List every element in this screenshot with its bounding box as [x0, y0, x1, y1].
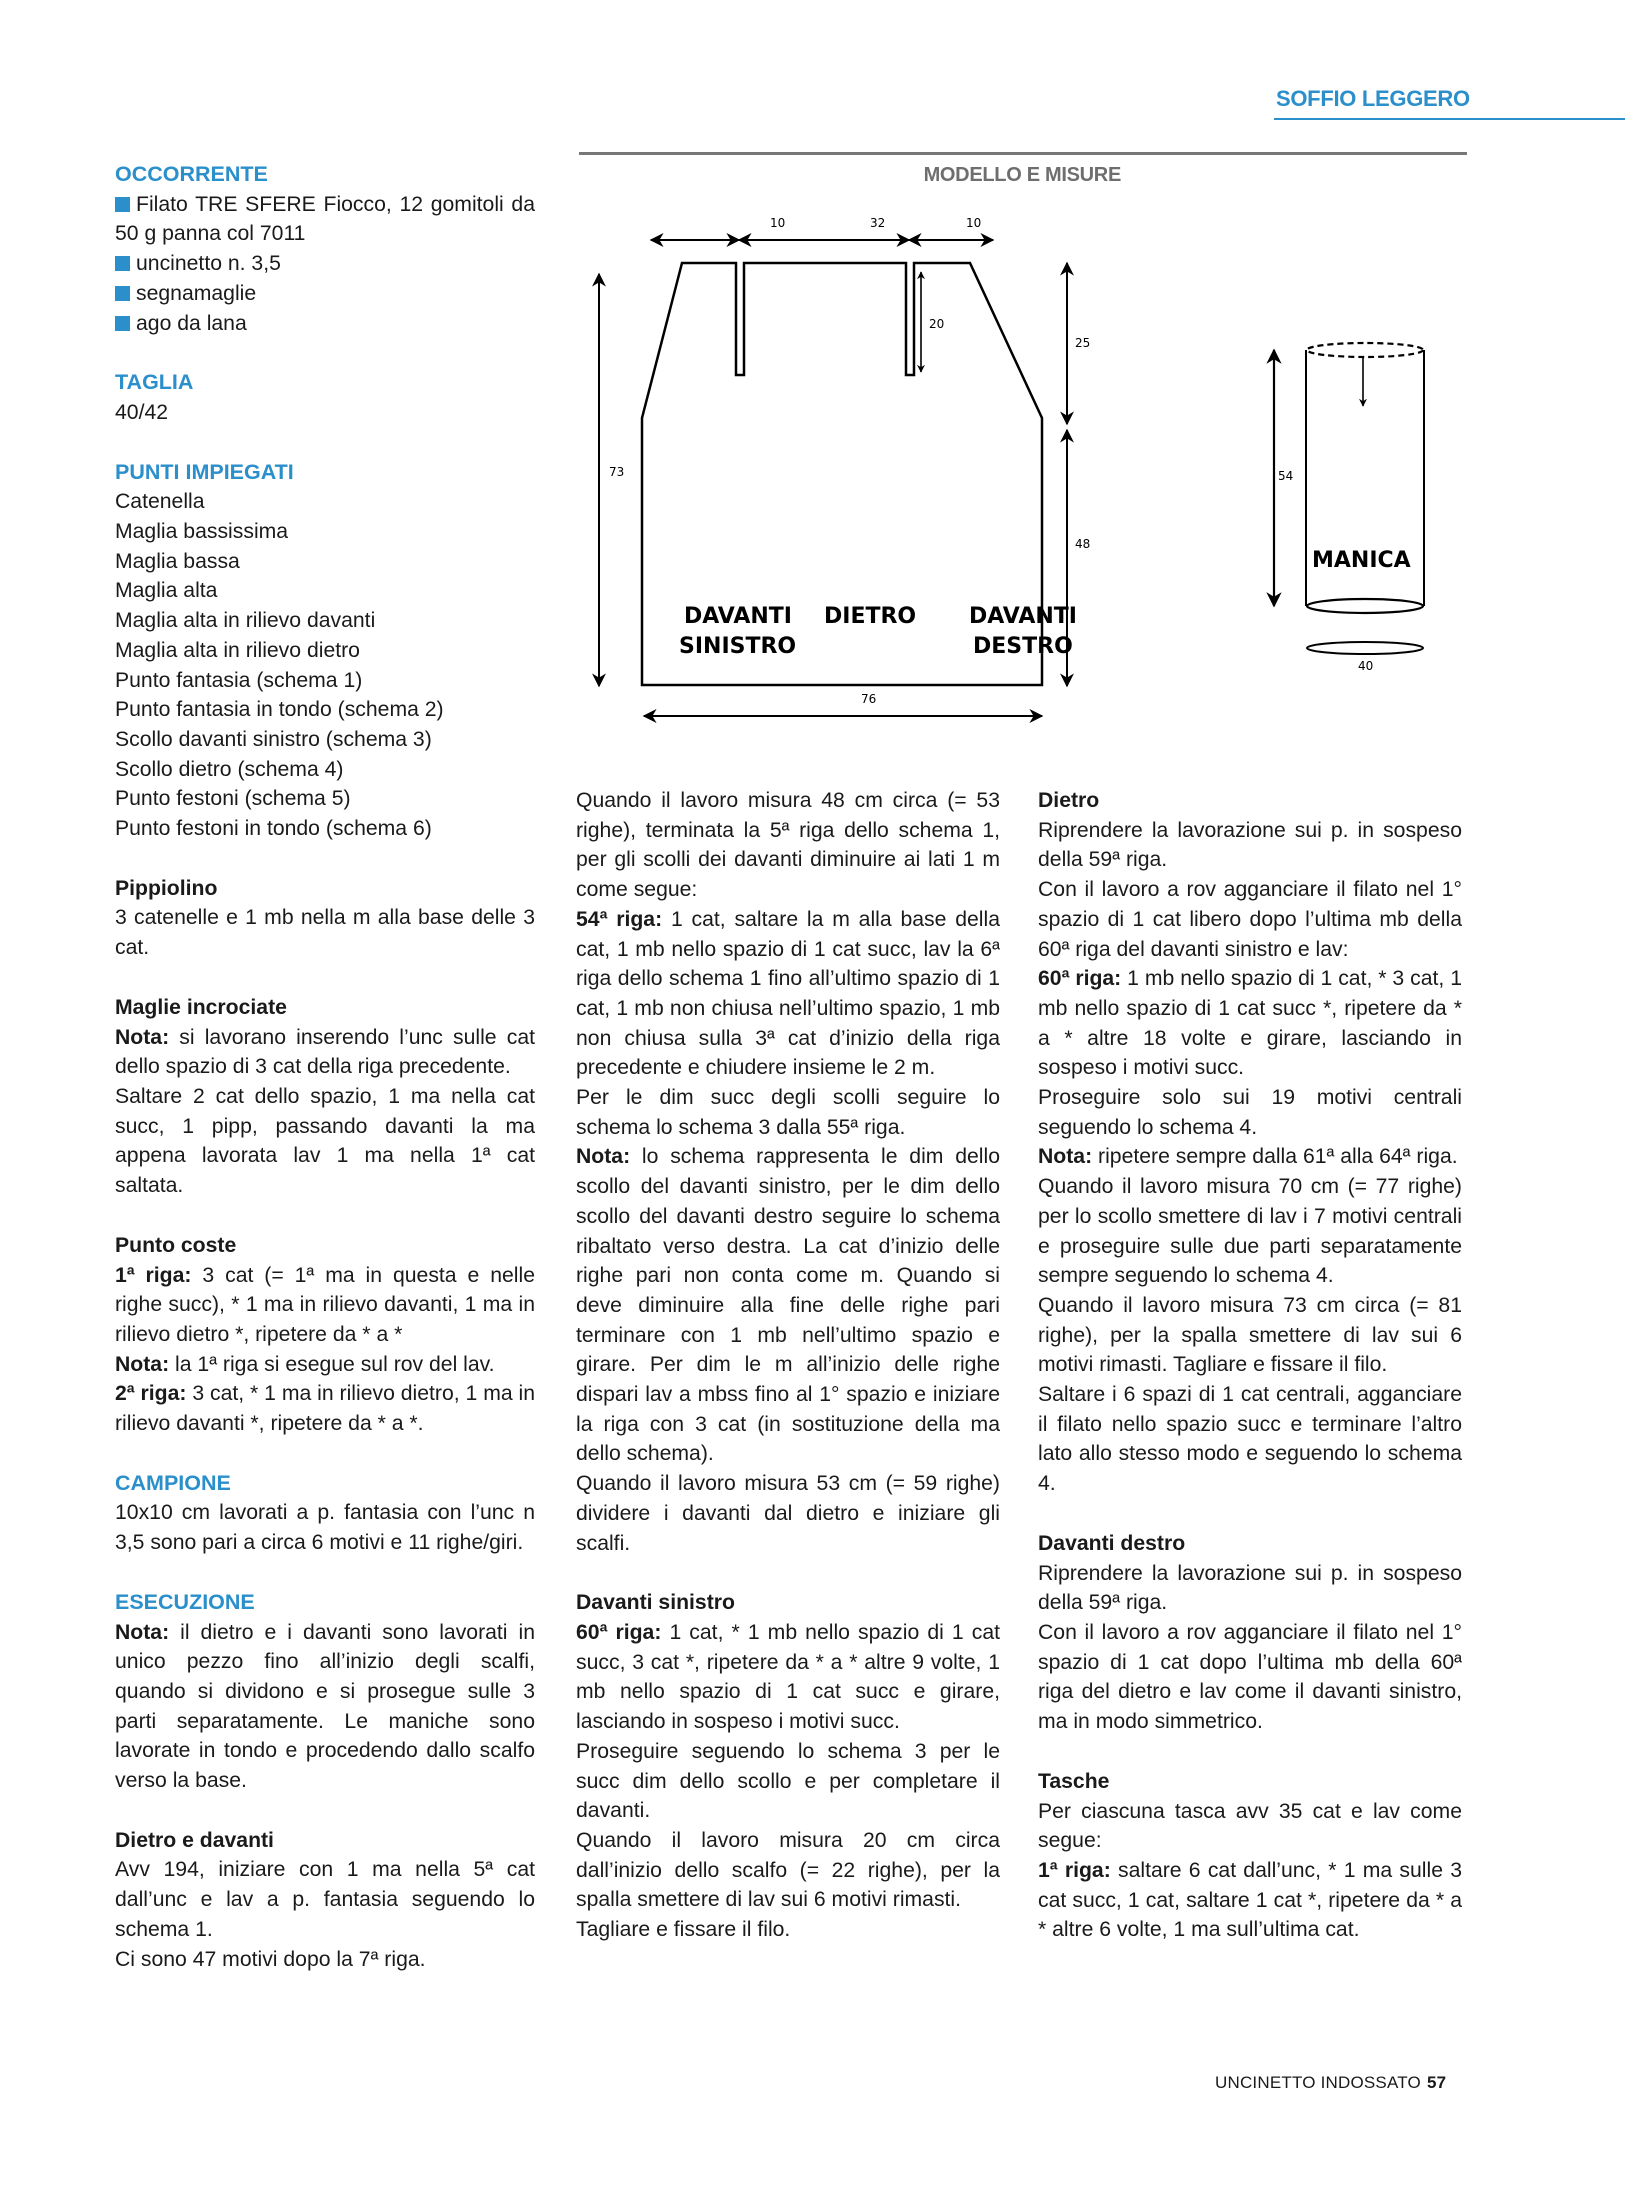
label-neck-depth: 20 [929, 317, 945, 331]
running-head-title: SOFFIO LEGGERO [1276, 86, 1470, 111]
bullet-square-icon [115, 286, 130, 301]
bullet-square-icon [115, 197, 130, 212]
label-total-length: 73 [609, 465, 625, 479]
punto-coste-nota: Nota: la 1ª riga si esegue sul rov del lav. [115, 1352, 495, 1376]
punto-coste-r1: 1ª riga: 3 cat (= 1ª ma in questa e nelle righe succ), * 1 ma in rilievo davanti, 1 ma in rilievo dietro *, ripetere da * a * [115, 1263, 535, 1346]
label-manica: MANICA [1312, 548, 1411, 573]
dietro-p1: Riprendere la lavorazione sui p. in sospeso della 59ª riga. [1038, 818, 1462, 872]
dietro-p3: Proseguire solo sui 19 motivi centrali seguendo lo schema 4. [1038, 1086, 1462, 1139]
occorrente-item: uncinetto n. 3,5 [115, 249, 535, 279]
punti-item: Maglia bassa [115, 549, 240, 573]
column-3 [1038, 786, 1462, 1945]
punti-item: Punto festoni (schema 5) [115, 787, 351, 811]
label-shoulder-left: 10 [770, 216, 786, 230]
bullet-square-icon [115, 256, 130, 271]
punti-item: Scollo davanti sinistro (schema 3) [115, 727, 432, 751]
label-davanti-sinistro-1: DAVANTI [684, 604, 792, 629]
column-2 [576, 786, 1000, 1945]
label-dietro: DIETRO [824, 604, 917, 629]
pippiolino-heading: Pippiolino [115, 876, 218, 900]
maglie-incrociate-text: Saltare 2 cat dello spazio, 1 ma nella cat succ, 1 pipp, passando davanti la ma appena lavorata lav 1 ma nella 1ª cat saltata. [115, 1084, 535, 1198]
davanti-sinistro-heading: Davanti sinistro [576, 1591, 735, 1615]
label-davanti-destro-1: DAVANTI [969, 604, 1077, 629]
punti-list [115, 487, 535, 843]
dietro-p2: Con il lavoro a rov agganciare il filato nel 1° spazio di 1 cat libero dopo l’ultima mb della 60ª riga del davanti sinistro e lav: [1038, 878, 1462, 961]
diagram-svg [579, 150, 1467, 740]
punti-item: Maglia alta [115, 579, 218, 603]
sleeve-bottom [1307, 599, 1423, 613]
davanti-destro-p2: Con il lavoro a rov agganciare il filato nel 1° spazio di 1 cat dopo l’ultima mb della 60ª riga del dietro e lav come il davanti sinistro, ma in modo simmetrico. [1038, 1620, 1462, 1734]
punti-item: Maglia alta in rilievo davanti [115, 609, 376, 633]
dietro-davanti-p1: Avv 194, iniziare con 1 ma nella 5ª cat dall’unc e lav a p. fantasia seguendo lo schema 1. [115, 1858, 535, 1941]
davanti-destro-p1: Riprendere la lavorazione sui p. in sospeso della 59ª riga. [1038, 1561, 1462, 1615]
bullet-square-icon [115, 316, 130, 331]
tasche-r1: 1ª riga: saltare 6 cat dall’unc, * 1 ma sulle 3 cat succ, 1 cat, saltare 1 cat *, ripetere da * a * altre 6 volte, 1 ma sull’ultima cat. [1038, 1858, 1462, 1942]
col2-r54: 54ª riga: 1 cat, saltare la m alla base della cat, 1 mb nello spazio di 1 cat succ, lav la 6ª riga dello schema 1 fino all’ultimo spazio di 1 cat, 1 mb non chiusa nell’ultimo spazio, 1 mb non chiusa sulla 3ª cat d’inizio della riga precedente e chiudere insieme le 2 m. [576, 907, 1000, 1080]
davanti-sinistro-p1: Proseguire seguendo lo schema 3 per le succ dim dello scollo e per completare il davanti. [576, 1739, 1000, 1823]
label-shoulder-right: 10 [966, 216, 982, 230]
col2-p3: Quando il lavoro misura 53 cm (= 59 righe) dividere i davanti dal dietro e iniziare gli scalfi. [576, 1472, 1000, 1555]
label-davanti-destro-2: DESTRO [973, 634, 1073, 659]
dietro-davanti-heading: Dietro e davanti [115, 1828, 274, 1852]
punto-coste-r2: 2ª riga: 3 cat, * 1 ma in rilievo dietro, 1 ma in rilievo davanti *, ripetere da * a *. [115, 1382, 536, 1436]
dietro-heading: Dietro [1038, 789, 1100, 812]
label-davanti-sinistro-2: SINISTRO [679, 634, 797, 659]
punti-heading: PUNTI IMPIEGATI [115, 459, 294, 484]
punto-coste-heading: Punto coste [115, 1233, 237, 1257]
tasche-heading: Tasche [1038, 1769, 1110, 1793]
column-1 [115, 160, 535, 1974]
esecuzione-heading: ESECUZIONE [115, 1589, 255, 1614]
sleeve-circumference-loop [1307, 642, 1423, 654]
dietro-p5: Quando il lavoro misura 73 cm circa (= 81 righe), per la spalla smettere di lav sui 6 motivi rimasti. Tagliare e fissare il filo. [1038, 1293, 1462, 1377]
occorrente-item: ago da lana [115, 309, 535, 339]
magazine-name: UNCINETTO INDOSSATO [1215, 2073, 1421, 2092]
tasche-p1: Per ciascuna tasca avv 35 cat e lav come segue: [1038, 1799, 1462, 1853]
maglie-incrociate-heading: Maglie incrociate [115, 995, 287, 1019]
dietro-nota: Nota: ripetere sempre dalla 61ª alla 64ª riga. [1038, 1145, 1458, 1169]
maglie-incrociate-nota: Nota: si lavorano inserendo l’unc sulle cat dello spazio di 3 cat della riga precedente. [115, 1025, 535, 1079]
col2-p2: Per le dim succ degli scolli seguire lo schema lo schema 3 dalla 55ª riga. [576, 1086, 1000, 1139]
dietro-p6: Saltare i 6 spazi di 1 cat centrali, agganciare il filato nello spazio succ e terminare l’altro lato allo stesso modo e seguendo lo schema 4. [1038, 1383, 1462, 1496]
punti-item: Punto fantasia (schema 1) [115, 668, 363, 692]
davanti-sinistro-p3: Tagliare e fissare il filo. [576, 1918, 791, 1942]
page-number: 57 [1426, 2073, 1447, 2092]
label-sleeve-circumference: 40 [1358, 659, 1374, 673]
dietro-r60: 60ª riga: 1 mb nello spazio di 1 cat, * 3 cat, 1 mb nello spazio di 1 cat succ *, ripetere da * a * altre 18 volte e girare, lasciando in sospeso i motivi succ. [1038, 967, 1462, 1080]
esecuzione-nota: Nota: il dietro e i davanti sono lavorati in unico pezzo fino all’inizio degli scalfi, quando si dividono e si prosegue sulle 3 parti separatamente. Le maniche sono lavorate in tondo e procedendo dallo scalfo verso la base. [115, 1620, 535, 1793]
figure-title: MODELLO E MISURE [923, 164, 1121, 186]
page-footer [1215, 2073, 1446, 2093]
punti-item: Punto festoni in tondo (schema 6) [115, 817, 432, 841]
campione-heading: CAMPIONE [115, 1470, 231, 1495]
taglia-value: 40/42 [115, 400, 169, 424]
dietro-p4: Quando il lavoro misura 70 cm (= 77 righe) per lo scollo smettere di lav i 7 motivi centrali e proseguire sulle due parti separatamente sempre seguendo lo schema 4. [1038, 1175, 1462, 1288]
running-head [1274, 86, 1625, 120]
davanti-sinistro-r60: 60ª riga: 1 cat, * 1 mb nello spazio di 1 cat succ, 3 cat *, ripetere da * a * altre 9 volte, 1 mb nello spazio di 1 cat succ e girare, lasciando in sospeso i motivi succ. [576, 1620, 1000, 1734]
label-sleeve-length: 54 [1278, 469, 1294, 483]
punti-item: Punto fantasia in tondo (schema 2) [115, 698, 444, 722]
col2-nota: Nota: lo schema rappresenta le dim dello scollo del davanti sinistro, per le dim dello scollo del davanti destro seguire lo schema ribaltato verso destra. La cat d’inizio delle righe pari non conta come m. Quando si deve diminuire alla fine delle righe pari terminare con 1 mb nell’ultimo spazio e girare. Per dim le m all’inizio delle righe dispari lav a mbss fino al 1° spazio e iniziare la riga con 3 cat (in sostituzione della ma dello schema). [576, 1145, 1000, 1466]
dietro-davanti-p2: Ci sono 47 motivi dopo la 7ª riga. [115, 1947, 426, 1971]
col2-p1: Quando il lavoro misura 48 cm circa (= 53 righe), terminata la 5ª riga dello schema 1, per gli scolli dei davanti diminuire ai lati 1 m come segue: [576, 789, 1000, 902]
campione-text: 10x10 cm lavorati a p. fantasia con l’unc n 3,5 sono pari a circa 6 motivi e 11 righe/giri. [115, 1501, 535, 1555]
label-neck-width: 32 [870, 216, 886, 230]
label-body-to-armhole: 48 [1075, 537, 1091, 551]
sleeve-top-dashed [1307, 343, 1423, 357]
occorrente-heading: OCCORRENTE [115, 162, 268, 186]
occorrente-item: Filato TRE SFERE Fiocco, 12 gomitoli da 50 g panna col 7011 [115, 192, 535, 246]
pippiolino-text: 3 catenelle e 1 mb nella m alla base delle 3 cat. [115, 906, 535, 960]
label-body-width: 76 [861, 692, 877, 706]
punti-item: Maglia bassissima [115, 520, 289, 544]
taglia-heading: TAGLIA [115, 370, 194, 395]
running-head-rule [1274, 118, 1625, 120]
label-armhole-height: 25 [1075, 336, 1091, 350]
occorrente-item: segnamaglie [115, 279, 535, 309]
davanti-sinistro-p2: Quando il lavoro misura 20 cm circa dall’inizio dello scalfo (= 22 righe), per la spalla smettere di lav sui 6 motivi rimasti. [576, 1828, 1000, 1912]
punti-item: Catenella [115, 490, 205, 514]
pattern-diagram [579, 150, 1467, 740]
punti-item: Scollo dietro (schema 4) [115, 757, 344, 781]
punti-item: Maglia alta in rilievo dietro [115, 638, 360, 662]
davanti-destro-heading: Davanti destro [1038, 1531, 1186, 1555]
